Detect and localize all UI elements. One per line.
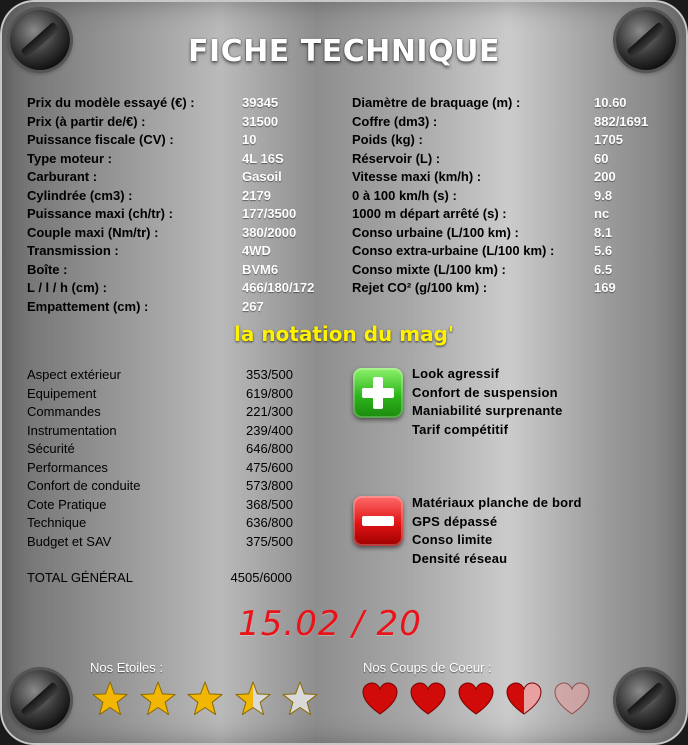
spec-label: Rejet CO² (g/100 km) : [352,280,488,295]
heart-icon [361,681,399,717]
spec-value: 466/180/172 [242,280,315,295]
score-label: Equipement [27,385,97,401]
spec-label: Poids (kg) : [352,132,423,147]
spec-value: 1705 [594,132,623,147]
star-icon [233,679,273,719]
spec-value: 8.1 [594,224,613,240]
spec-value: nc [594,206,610,221]
plus-point: Tarif compétitif [412,421,509,437]
minus-point: Densité réseau [412,550,508,566]
spec-value: 60 [594,150,609,166]
spec-label: Conso mixte (L/100 km) : [352,261,506,277]
spec-value: 4WD [242,243,271,258]
score-value: 636/800 [246,515,293,530]
score-label: Aspect extérieur [27,367,121,382]
score-value: 221/300 [246,404,293,419]
spec-label: Diamètre de braquage (m) : [352,95,521,110]
score-label: Technique [27,515,87,530]
score-label: Cote Pratique [27,496,107,512]
total-value: 4505/6000 [230,570,292,585]
star-icon [90,679,130,719]
spec-value: 177/3500 [242,206,297,221]
spec-value: 39345 [242,95,279,110]
score-value: 353/500 [246,367,293,382]
hearts-label: Nos Coups de Coeur : [363,660,492,675]
minus-icon [353,496,403,546]
spec-label: Prix du modèle essayé (€) : [27,95,195,110]
heart-icon [553,681,591,717]
score-value: 375/500 [246,533,293,549]
spec-label: Cylindrée (cm3) : [27,187,133,203]
star-icon [138,679,178,719]
score-value: 573/800 [246,478,293,493]
screw-icon [616,670,676,730]
score-label: Budget et SAV [27,533,112,549]
notation-title: la notation du mag' [234,322,454,346]
spec-label: L / l / h (cm) : [27,280,107,295]
score-label: Sécurité [27,441,75,456]
spec-value: 6.5 [594,261,613,277]
stars-label: Nos Etoiles : [90,660,163,675]
spec-value: 267 [242,298,264,314]
final-score: 15.02 / 20 [238,604,422,644]
spec-value: 9.8 [594,187,613,203]
star-icon [185,679,225,719]
spec-label: Coffre (dm3) : [352,113,438,129]
screw-icon [10,670,70,730]
score-label: Confort de conduite [27,478,141,493]
spec-label: Transmission : [27,243,119,258]
spec-label: Empattement (cm) : [27,298,149,314]
spec-value: 10.60 [594,95,627,110]
spec-label: Conso urbaine (L/100 km) : [352,224,519,240]
score-label: Instrumentation [27,422,117,438]
spec-value: 882/1691 [594,113,649,129]
spec-value: 4L 16S [242,150,284,166]
score-value: 475/600 [246,459,293,475]
heart-icon [409,681,447,717]
spec-label: 1000 m départ arrêté (s) : [352,206,507,221]
spec-value: 2179 [242,187,271,203]
spec-value: 31500 [242,113,279,129]
spec-value: 200 [594,169,616,184]
spec-label: Puissance maxi (ch/tr) : [27,206,173,221]
minus-point: Matériaux planche de bord [412,495,582,510]
plus-icon [353,368,403,418]
spec-value: Gasoil [242,169,282,184]
spec-value: 169 [594,280,616,295]
plus-point: Look agressif [412,366,500,381]
total-label: TOTAL GÉNÉRAL [27,570,133,585]
spec-label: Puissance fiscale (CV) : [27,132,174,147]
score-label: Performances [27,459,108,475]
score-value: 239/400 [246,422,293,438]
heart-icon [457,681,495,717]
spec-label: Carburant : [27,169,98,184]
spec-label: Prix (à partir de/€) : [27,113,146,129]
spec-label: Vitesse maxi (km/h) : [352,169,482,184]
heart-icon [505,681,543,717]
spec-value: 10 [242,132,257,147]
score-value: 646/800 [246,441,293,456]
plus-point: Confort de suspension [412,384,558,400]
spec-label: 0 à 100 km/h (s) : [352,187,457,203]
spec-label: Type moteur : [27,150,112,166]
spec-value: BVM6 [242,261,279,277]
spec-label: Conso extra-urbaine (L/100 km) : [352,243,555,258]
spec-label: Boîte : [27,261,68,277]
star-icon [280,679,320,719]
score-value: 368/500 [246,496,293,512]
score-label: Commandes [27,404,101,419]
spec-value: 380/2000 [242,224,297,240]
minus-point: Conso limite [412,532,493,547]
plus-point: Maniabilité surprenante [412,403,563,418]
spec-value: 5.6 [594,243,613,258]
spec-label: Réservoir (L) : [352,150,441,166]
page-title: FICHE TECHNIQUE [188,34,500,69]
spec-label: Couple maxi (Nm/tr) : [27,224,159,240]
minus-point: GPS dépassé [412,513,498,529]
score-value: 619/800 [246,385,293,401]
